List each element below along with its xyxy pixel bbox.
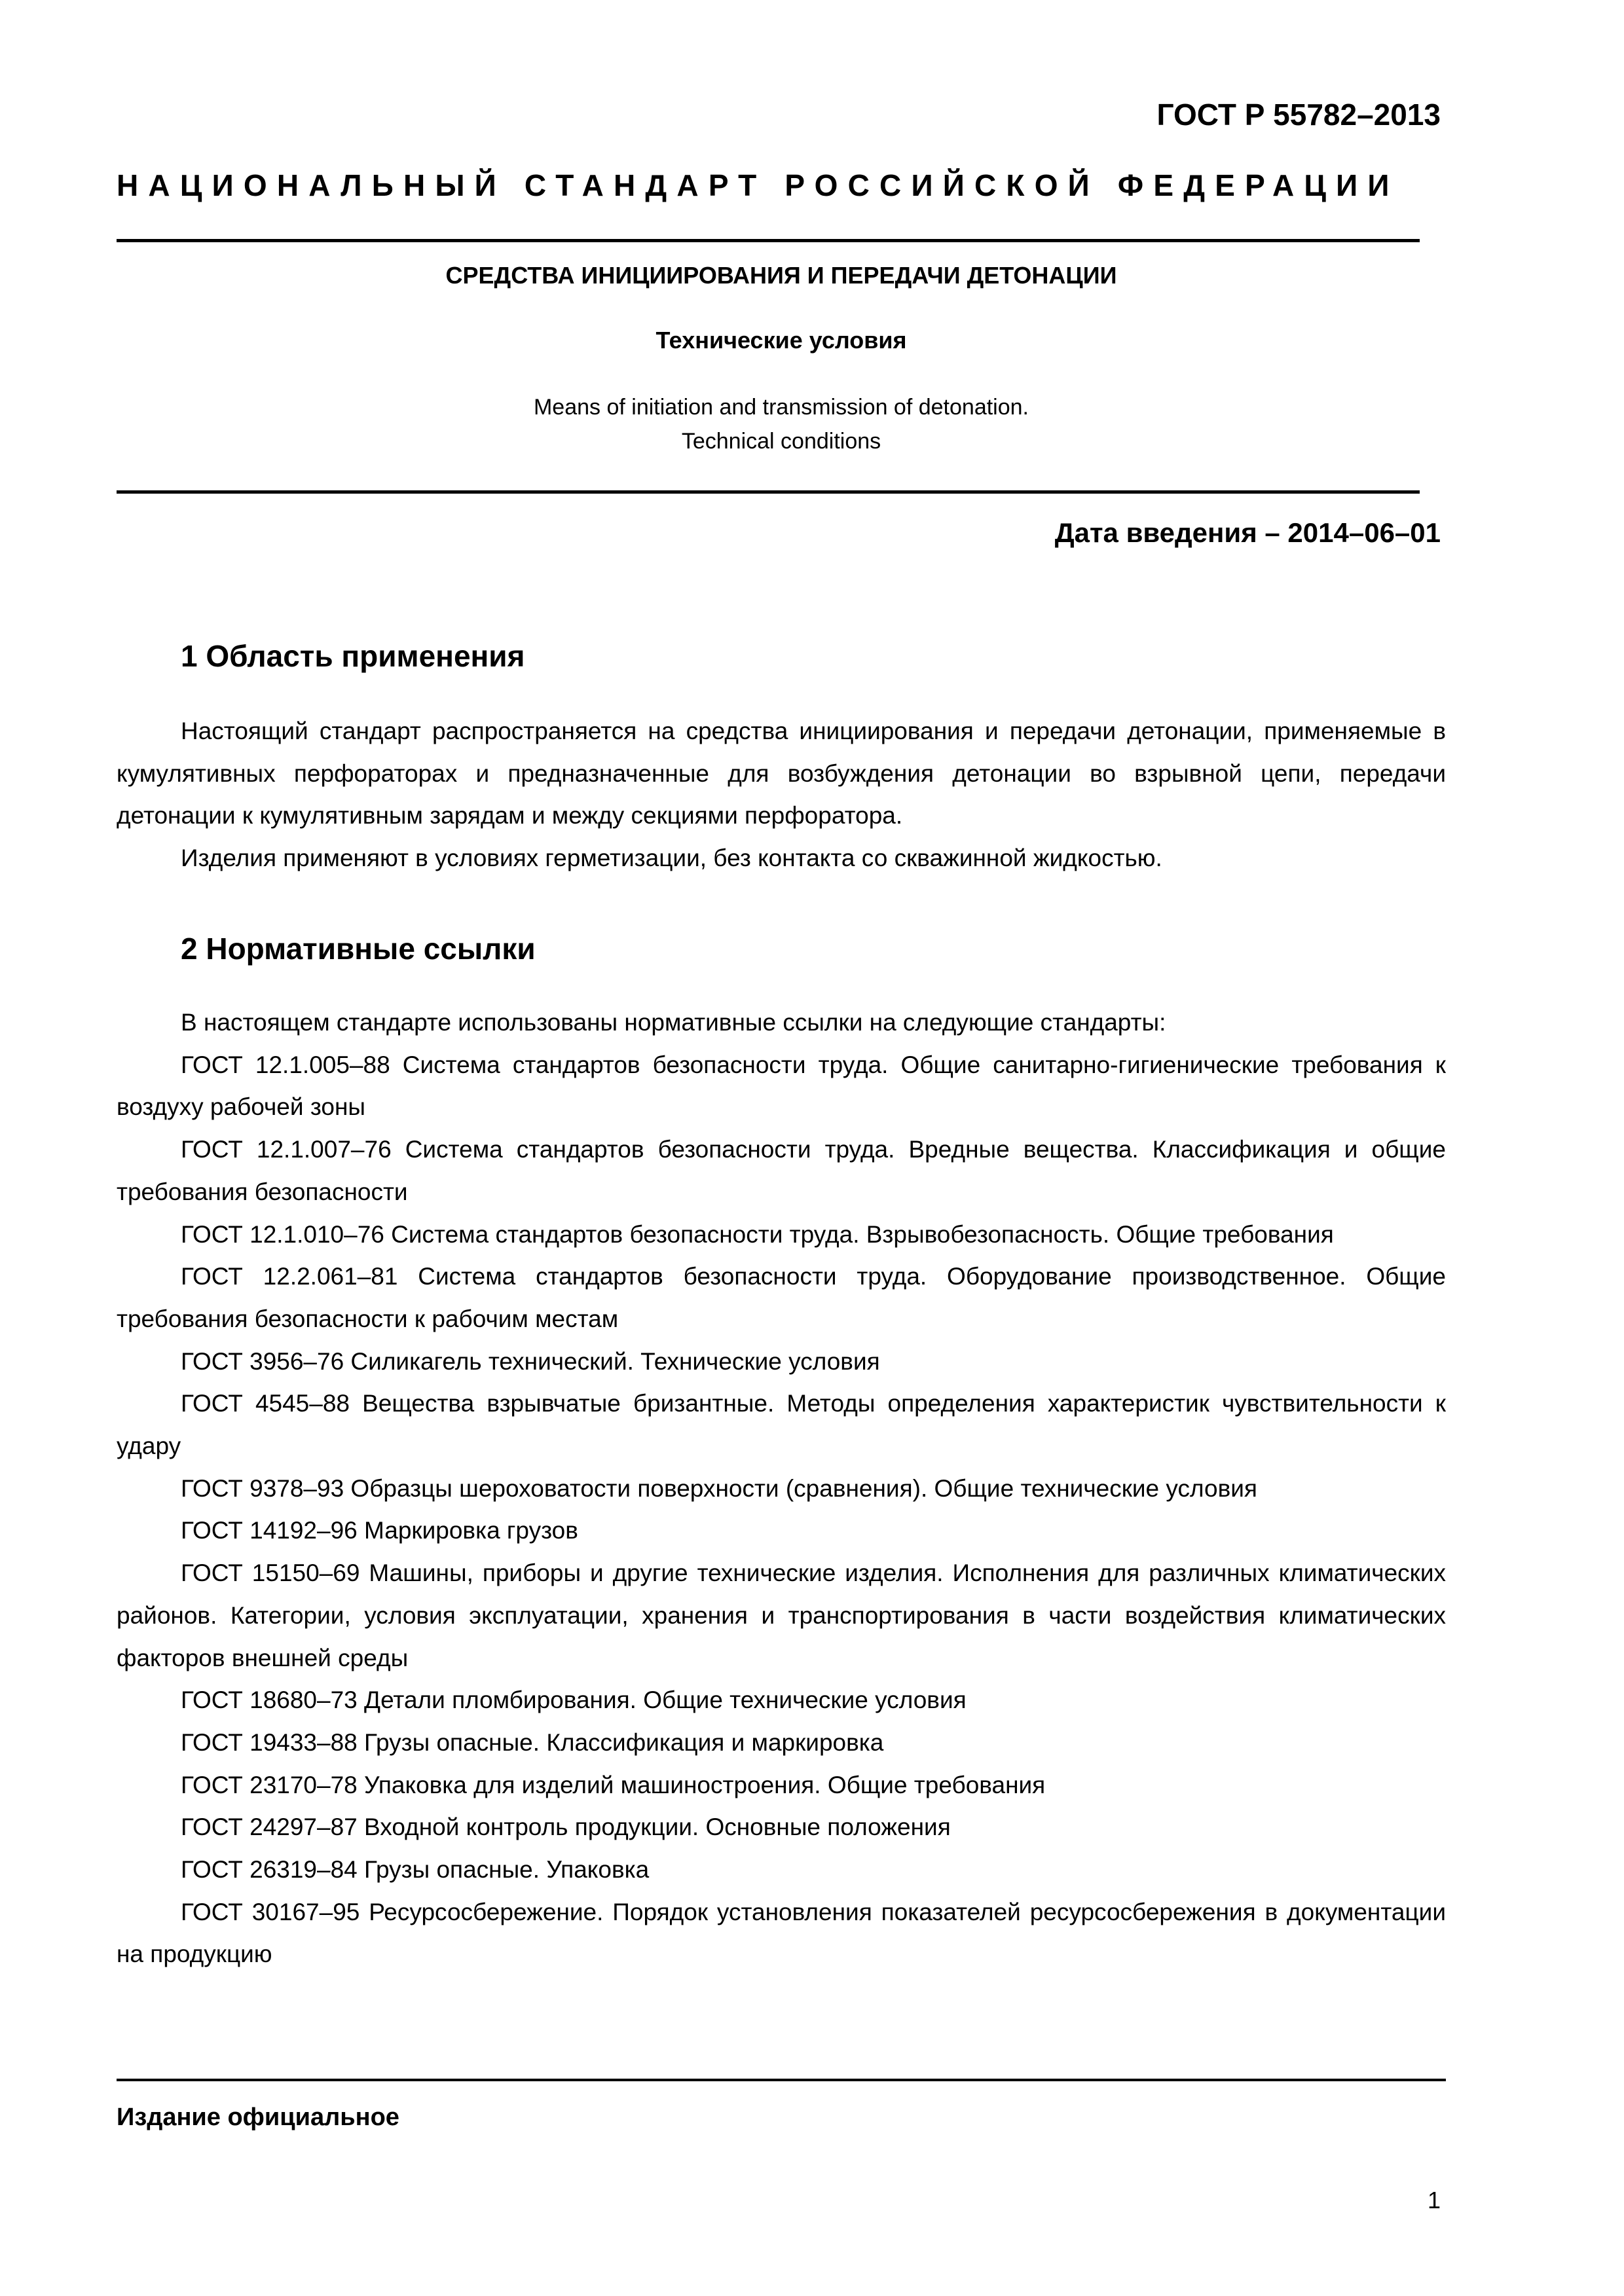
paragraph: Изделия применяют в условиях герметизации, без контакта со скважинной жидкостью. [181, 845, 1162, 872]
title-divider [117, 490, 1420, 494]
document-number: ГОСТ Р 55782–2013 [1156, 98, 1441, 132]
official-edition-label: Издание официальное [117, 2104, 399, 2131]
section-heading-normative-references: 2 Нормативные ссылки [181, 932, 536, 966]
document-subtitle: Технические условия [655, 327, 907, 354]
national-standard-title: НАЦИОНАЛЬНЫЙ СТАНДАРТ РОССИЙСКОЙ ФЕДЕРАЦИИ [117, 168, 1399, 202]
reference-item: ГОСТ 12.1.010–76 Система стандартов безопасности труда. Взрывобезопасность. Общие требования [181, 1220, 1334, 1248]
reference-item: ГОСТ 14192–96 Маркировка грузов [181, 1517, 578, 1544]
english-title-line-1: Means of initiation and transmission of detonation. [533, 395, 1029, 420]
reference-item: ГОСТ 12.2.061–81 Система стандартов безопасности труда. Оборудование производственное. Общие требования безопасности к рабочим местам [117, 1263, 1446, 1332]
reference-item: ГОСТ 15150–69 Машины, приборы и другие технические изделия. Исполнения для различных климатических районов. Категории, условия эксплуатации, хранения и транспортирования в части воздействия климатических факторов внешней среды [117, 1559, 1446, 1671]
reference-item: ГОСТ 9378–93 Образцы шероховатости поверхности (сравнения). Общие технические условия [181, 1474, 1257, 1502]
normative-references-list [117, 1002, 1446, 1976]
page-number: 1 [1427, 2187, 1441, 2214]
english-title [117, 390, 1446, 458]
document-title: СРЕДСТВА ИНИЦИИРОВАНИЯ И ПЕРЕДАЧИ ДЕТОНАЦИИ [445, 262, 1117, 289]
top-divider [117, 239, 1420, 242]
section-scope-body [117, 710, 1446, 880]
reference-item: ГОСТ 18680–73 Детали пломбирования. Общие технические условия [181, 1686, 967, 1714]
reference-item: ГОСТ 30167–95 Ресурсосбережение. Порядок установления показателей ресурсосбережения в документации на продукцию [117, 1898, 1446, 1968]
paragraph: Настоящий стандарт распространяется на средства инициирования и передачи детонации, применяемые в кумулятивных перфораторах и предназначенные для возбуждения детонации во взрывной цепи, передачи детонации к кумулятивным зарядам и между секциями перфоратора. [117, 718, 1446, 829]
introduction-date: Дата введения – 2014–06–01 [1054, 517, 1441, 548]
section-heading-scope: 1 Область применения [181, 639, 525, 673]
english-title-line-2: Technical conditions [681, 429, 881, 454]
reference-item: ГОСТ 12.1.007–76 Система стандартов безопасности труда. Вредные вещества. Классификация и общие требования безопасности [117, 1136, 1446, 1205]
references-intro: В настоящем стандарте использованы нормативные ссылки на следующие стандарты: [181, 1009, 1166, 1036]
reference-item: ГОСТ 23170–78 Упаковка для изделий машиностроения. Общие требования [181, 1771, 1046, 1798]
reference-item: ГОСТ 19433–88 Грузы опасные. Классификация и маркировка [181, 1728, 884, 1756]
reference-item: ГОСТ 4545–88 Вещества взрывчатые бризантные. Методы определения характеристик чувствительности к удару [117, 1390, 1446, 1460]
reference-item: ГОСТ 12.1.005–88 Система стандартов безопасности труда. Общие санитарно-гигиенические требования к воздуху рабочей зоны [117, 1051, 1446, 1121]
reference-item: ГОСТ 24297–87 Входной контроль продукции. Основные положения [181, 1813, 951, 1841]
reference-item: ГОСТ 3956–76 Силикагель технический. Технические условия [181, 1347, 880, 1375]
reference-item: ГОСТ 26319–84 Грузы опасные. Упаковка [181, 1856, 650, 1884]
footer-divider [117, 2079, 1446, 2081]
